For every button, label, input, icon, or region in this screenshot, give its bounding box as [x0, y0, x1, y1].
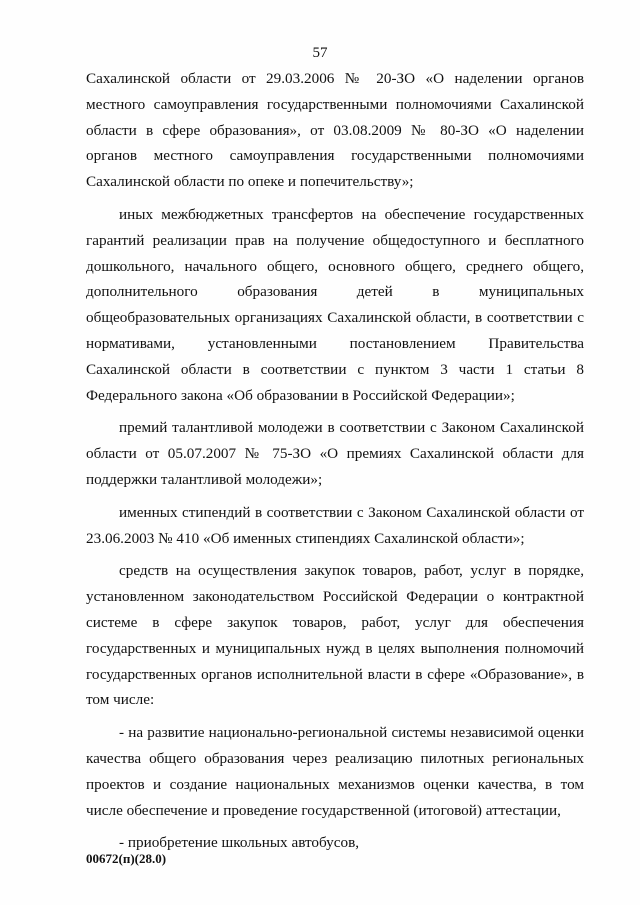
list-item-school-buses: - приобретение школьных автобусов, — [119, 834, 360, 852]
paragraph-continuation: Сахалинской области от 29.03.2006 № 20-ЗО «О наделении органов местного самоуправления государственными полномочиями Сахалинской области в сфере образования», от 03.08.2009 № 80-ЗО «О наделении органов местного самоуправления государственными полномочиями Сахалинской области по опеке и попечительству»; — [86, 70, 584, 191]
paragraph-procurement: средств на осуществления закупок товаров, работ, услуг в порядке, установленном законодательством Российской Федерации о контрактной системе в сфере закупок товаров, работ, услуг для обеспечения государственных и муниципальных нужд в целях выполнения полномочий государственных органов исполнительной власти в сфере «Образование», в том числе: — [86, 562, 584, 709]
page-number: 57 — [312, 45, 328, 61]
document-body — [86, 66, 584, 856]
paragraph-youth-awards: премий талантливой молодежи в соответствии с Законом Сахалинской области от 05.07.2007 № 75-ЗО «О премиях Сахалинской области для поддержки талантливой молодежи»; — [86, 419, 584, 488]
list-item-quality-assessment: - на развитие национально-региональной системы независимой оценки качества общего образования через реализацию пилотных региональных проектов и создание национальных механизмов оценки качества, в том числе обеспечение и проведение государственной (итоговой) аттестации, — [86, 724, 584, 819]
document-footer-code: 00672(п)(28.0) — [86, 851, 167, 866]
paragraph-named-scholarships: именных стипендий в соответствии с Законом Сахалинской области от 23.06.2003 № 410 «Об именных стипендиях Сахалинской области»; — [86, 503, 584, 547]
paragraph-interbudget-transfers: иных межбюджетных трансфертов на обеспечение государственных гарантий реализации прав на получение общедоступного и бесплатного дошкольного, начального общего, основного общего, среднего общего, дополнительного образования детей в муниципальных общеобразовательных организациях Сахалинской области, в соответствии с нормативами, установленными постановлением Правительства Сахалинской области в соответствии с пунктом 3 части 1 статьи 8 Федерального закона «Об образовании в Российской Федерации»; — [86, 205, 584, 404]
